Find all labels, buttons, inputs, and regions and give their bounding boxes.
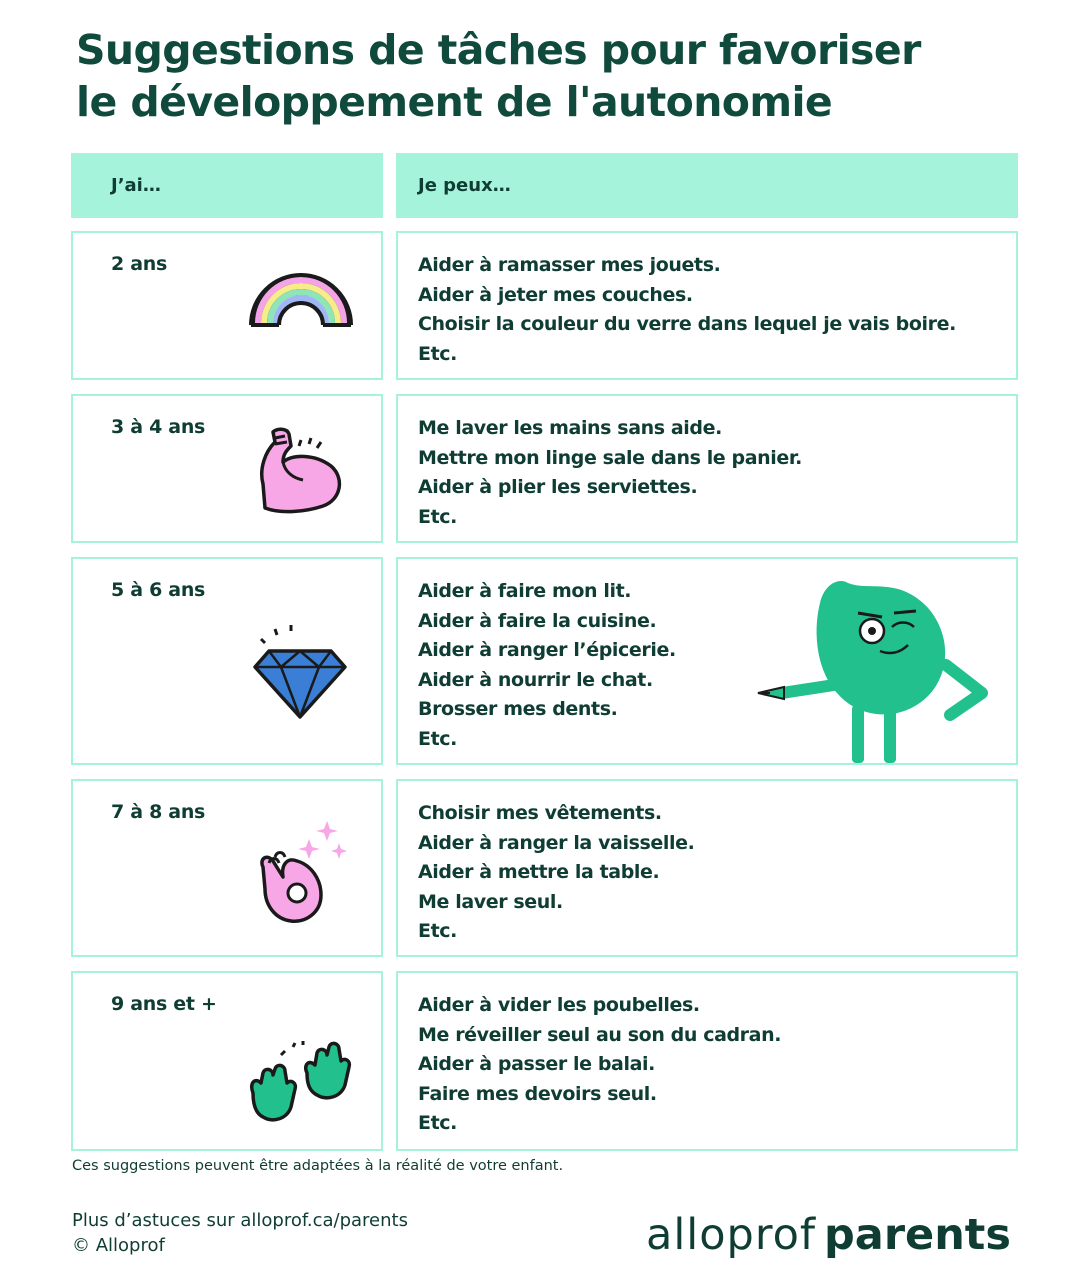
- list-item: Etc.: [418, 342, 457, 365]
- list-item: Etc.: [418, 505, 457, 528]
- flexed-biceps-icon: [253, 424, 349, 520]
- row-4-age-cell: [71, 779, 383, 957]
- header-age-label: J’ai…: [111, 175, 161, 196]
- list-item: Aider à faire mon lit.: [418, 580, 632, 602]
- list-item: Aider à ranger l’épicerie.: [418, 639, 676, 661]
- row-5-task-list: [418, 991, 781, 1139]
- logo-part-alloprof: alloprof: [646, 1210, 817, 1260]
- row-5-age: 9 ans et +: [111, 993, 217, 1015]
- list-item: Aider à ramasser mes jouets.: [418, 254, 721, 276]
- row-4-task-list: [418, 799, 694, 947]
- row-1-age-cell: [71, 231, 383, 380]
- row-3-age: 5 à 6 ans: [111, 579, 206, 601]
- row-3-age-cell: [71, 557, 383, 765]
- list-item: Choisir mes vêtements.: [418, 802, 662, 824]
- row-2-task-list: [418, 414, 802, 532]
- row-5-tasks-cell: [396, 971, 1018, 1151]
- row-1-tasks-cell: [396, 231, 1018, 380]
- footnote: Ces suggestions peuvent être adaptées à la réalité de votre enfant.: [72, 1158, 564, 1174]
- row-1-age: 2 ans: [111, 253, 167, 275]
- title-line-2: le développement de l'autonomie: [76, 78, 833, 126]
- row-2-age: 3 à 4 ans: [111, 416, 206, 438]
- list-item: Aider à nourrir le chat.: [418, 668, 653, 691]
- list-item: Me laver seul.: [418, 890, 563, 913]
- list-item: Aider à mettre la table.: [418, 861, 660, 883]
- row-2-tasks-cell: [396, 394, 1018, 543]
- list-item: Me laver les mains sans aide.: [418, 417, 722, 439]
- list-item: Me réveiller seul au son du cadran.: [418, 1023, 782, 1046]
- list-item: Etc.: [418, 1112, 457, 1134]
- page-title: [76, 24, 1036, 128]
- row-5-age-cell: [71, 971, 383, 1151]
- copyright-text: © Alloprof: [72, 1235, 165, 1256]
- title-line-1: Suggestions de tâches pour favoriser: [76, 26, 921, 74]
- footer-link-text[interactable]: Plus d’astuces sur alloprof.ca/parents: [72, 1210, 408, 1231]
- clapping-hands-icon: [245, 1033, 355, 1125]
- list-item: Etc.: [418, 920, 457, 942]
- list-item: Faire mes devoirs seul.: [418, 1082, 657, 1105]
- row-3-tasks-cell: [396, 557, 1018, 765]
- ok-hand-icon: [253, 817, 353, 927]
- footer-credits: [72, 1208, 408, 1258]
- logo-part-parents: parents: [824, 1210, 1011, 1260]
- list-item: Aider à jeter mes couches.: [418, 283, 693, 306]
- list-item: Aider à faire la cuisine.: [418, 609, 657, 632]
- list-item: Aider à passer le balai.: [418, 1053, 655, 1075]
- list-item: Aider à plier les serviettes.: [418, 476, 698, 498]
- list-item: Choisir la couleur du verre dans lequel je vais boire.: [418, 313, 956, 335]
- header-col-age: [71, 153, 383, 218]
- rainbow-icon: [249, 271, 353, 329]
- list-item: Aider à ranger la vaisselle.: [418, 831, 695, 854]
- row-3-task-list: [418, 577, 676, 754]
- list-item: Aider à vider les poubelles.: [418, 994, 700, 1016]
- row-1-task-list: [418, 251, 956, 369]
- list-item: Mettre mon linge sale dans le panier.: [418, 446, 802, 469]
- mascot-character-illustration: [754, 575, 994, 765]
- header-col-tasks: [396, 153, 1018, 218]
- list-item: Etc.: [418, 727, 457, 750]
- header-tasks-label: Je peux…: [418, 175, 511, 196]
- alloprof-parents-logo: [646, 1210, 1011, 1260]
- list-item: Brosser mes dents.: [418, 698, 618, 720]
- row-4-age: 7 à 8 ans: [111, 801, 206, 823]
- row-2-age-cell: [71, 394, 383, 543]
- diamond-icon: [251, 621, 351, 721]
- row-4-tasks-cell: [396, 779, 1018, 957]
